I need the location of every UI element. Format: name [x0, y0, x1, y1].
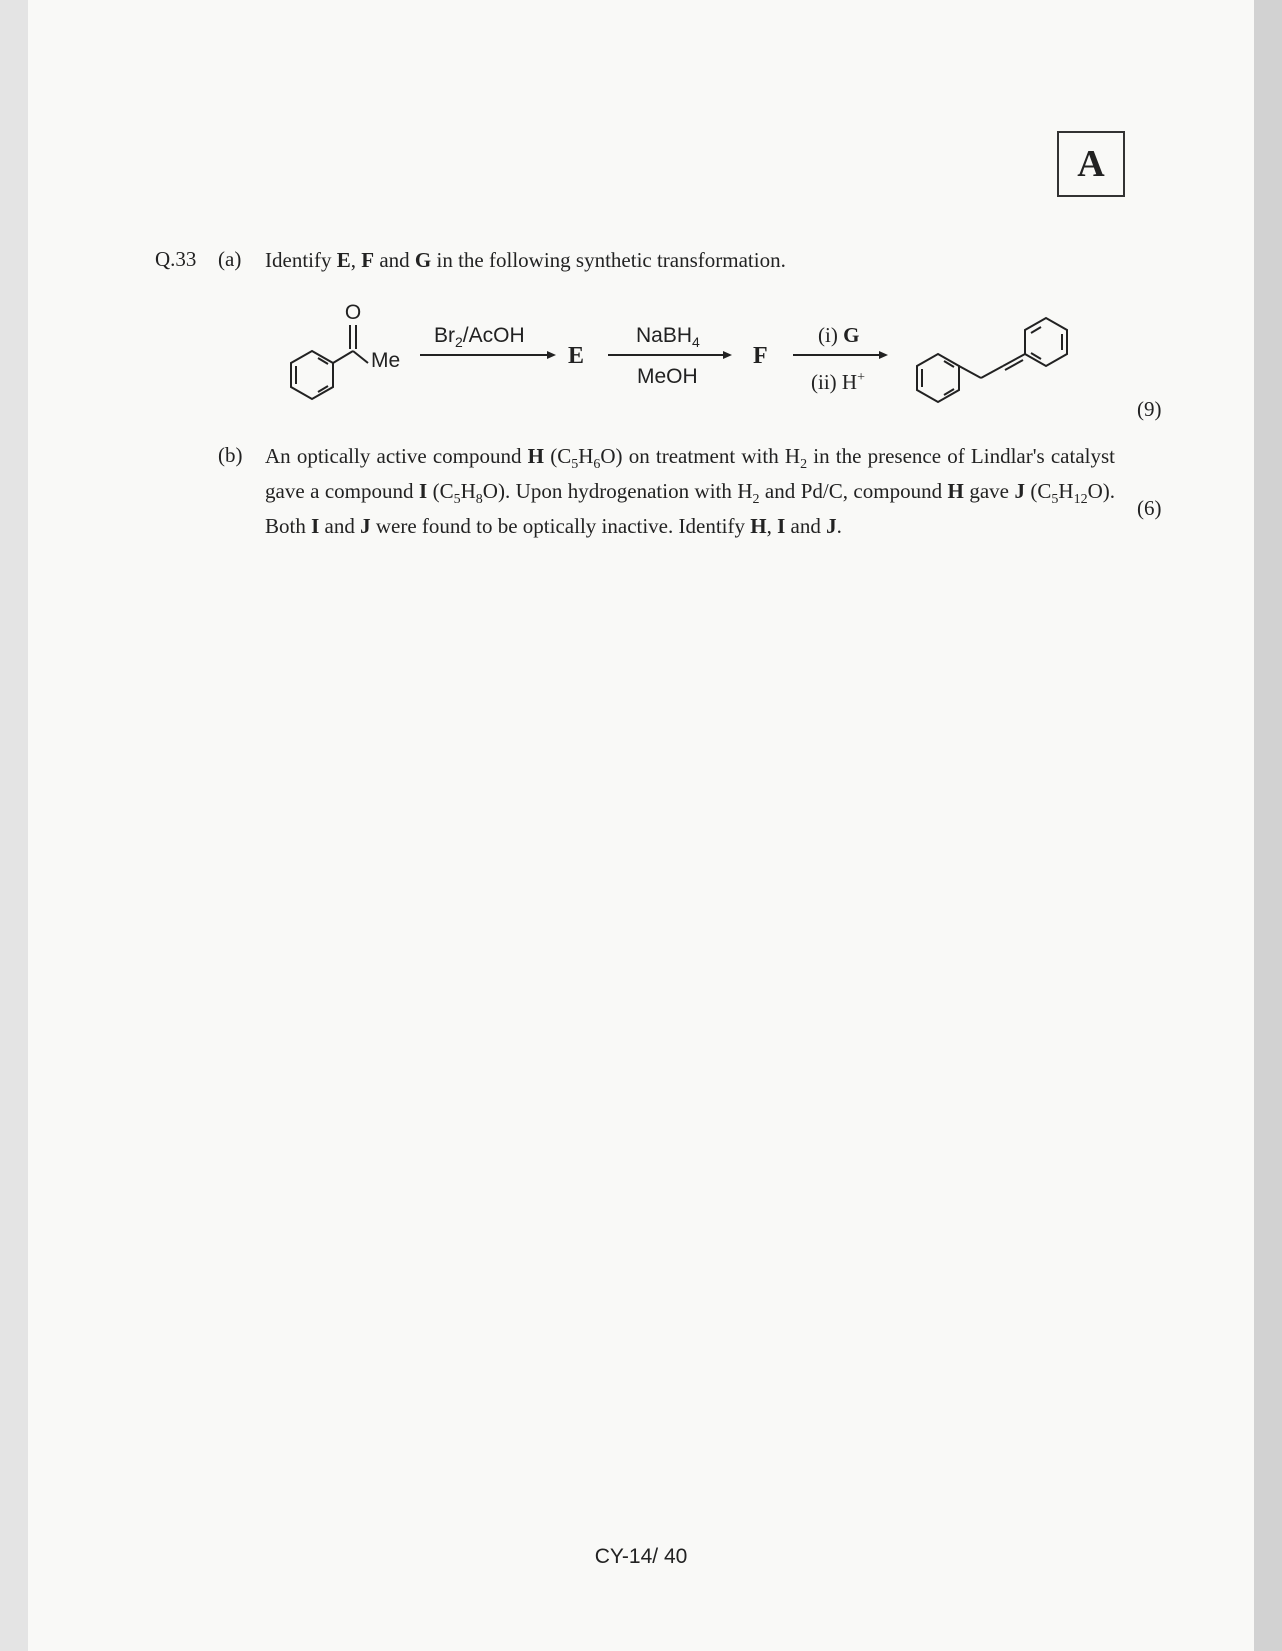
- part-a-question-text: Identify E, F and G in the following synthetic transformation.: [265, 248, 786, 272]
- question-set-box: A: [1057, 131, 1125, 197]
- ketone-oxygen-label: O: [344, 301, 362, 324]
- step-1-reagent: $Br_2$/AcOH: [434, 324, 525, 350]
- question-number: Q.33: [155, 247, 197, 271]
- part-b-label: (b): [218, 443, 243, 467]
- page-footer: CY-14/ 40: [594, 1545, 688, 1568]
- acetophenone-structure: [291, 325, 368, 399]
- part-b-marks: (6): [1137, 496, 1162, 520]
- stilbene-structure: [917, 318, 1067, 402]
- arrow-step-3-head: [879, 351, 888, 359]
- intermediate-f: F: [753, 343, 768, 369]
- step-2-reagent-bottom: MeOH: [637, 365, 698, 388]
- methyl-label: Me: [371, 349, 401, 372]
- step-3-reagent-bottom: (ii) H+: [811, 370, 865, 394]
- part-a-label: (a): [218, 247, 242, 271]
- arrow-step-2-head: [723, 351, 732, 359]
- step-3-reagent-top: (i) G: [818, 323, 860, 347]
- part-b-question-text: An optically active compound H $(C_5H_6O)$ on treatment with $H_2$ in the presence of Lindlar's catalyst gave a compound I $(C_5H_8O)$. Upon hydrogenation with $H_2$ and Pd/C, compound H gave J $(C_5H_{12}O)$. Both I and J were found to be optically inactive. Identify H, I and J.: [265, 444, 1115, 539]
- part-a-marks: (9): [1137, 397, 1162, 421]
- step-2-reagent-top: NaBH$_4$: [636, 324, 700, 350]
- intermediate-e: E: [568, 343, 585, 369]
- reaction-scheme: [0, 0, 1282, 520]
- arrow-step-1-head: [547, 351, 556, 359]
